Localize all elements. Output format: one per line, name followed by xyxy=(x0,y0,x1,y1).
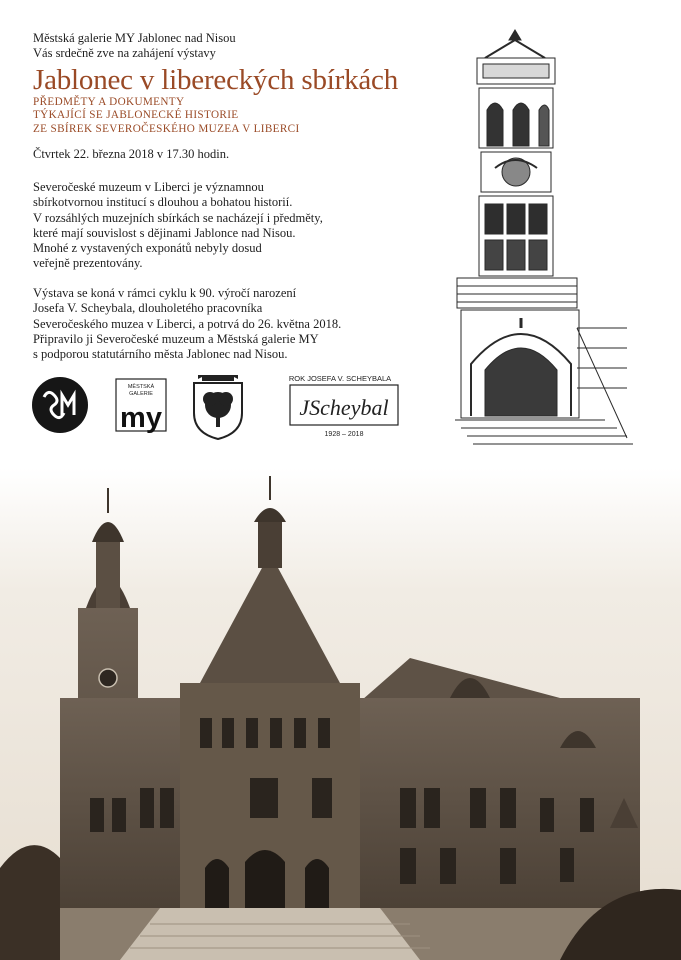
paragraph-line: Výstava se koná v rámci cyklu k 90. výročí narození xyxy=(33,286,297,300)
partner-logos xyxy=(30,369,410,441)
paragraph-line: sbírkotvornou institucí s dlouhou a bohatou historií. xyxy=(33,195,293,210)
exhibition-subtitle xyxy=(33,96,300,136)
paragraph-line: které mají souvislost s dějinami Jablonce nad Nisou. xyxy=(33,225,296,240)
svg-text:GALERIE: GALERIE xyxy=(129,391,153,397)
exhibition-info-paragraph xyxy=(33,286,341,362)
gallery-my-logo xyxy=(116,379,166,434)
invitation-intro xyxy=(33,31,236,61)
subtitle-line: ZE SBÍREK SEVEROČESKÉHO MUZEA V LIBERCI xyxy=(33,122,300,135)
paragraph-line: Severočeské muzeum v Liberci je významnou xyxy=(33,180,264,194)
invitation-line: Vás srdečně zve na zahájení výstavy xyxy=(33,46,216,60)
opening-date: Čtvrtek 22. března 2018 v 17.30 hodin. xyxy=(33,147,230,161)
paragraph-line: s podporou statutárního města Jablonec nad Nisou. xyxy=(33,347,288,362)
museum-building-photo xyxy=(0,468,681,960)
gallery-name: Městská galerie MY Jablonec nad Nisou xyxy=(33,31,236,45)
description-paragraph xyxy=(33,180,323,272)
paragraph-line: Připravilo ji Severočeské muzeum a Městská galerie MY xyxy=(33,331,319,346)
svg-text:1928 – 2018: 1928 – 2018 xyxy=(324,431,364,438)
paragraph-line: Severočeského muzea v Liberci, a potrvá do 26. května 2018. xyxy=(33,316,342,331)
subtitle-line: PŘEDMĚTY A DOKUMENTY xyxy=(33,96,185,108)
paragraph-line: Mnohé z vystavených exponátů nebyly dosud xyxy=(33,241,262,256)
svg-text:my: my xyxy=(120,402,162,434)
exhibition-title: Jablonec v libereckých sbírkách xyxy=(33,64,399,96)
paragraph-line: veřejně prezentovány. xyxy=(33,256,143,271)
tower-engraving-illustration xyxy=(455,28,635,448)
museum-logo xyxy=(32,377,88,433)
paragraph-line: V rozsáhlých muzejních sbírkách se nacházejí i předměty, xyxy=(33,210,323,225)
paragraph-line: Josefa V. Scheybala, dlouholetého pracovníka xyxy=(33,301,263,316)
scheybal-anniversary-logo xyxy=(289,374,398,438)
svg-text:ROK JOSEFA V. SCHEYBALA: ROK JOSEFA V. SCHEYBALA xyxy=(288,374,392,383)
city-coat-of-arms-icon xyxy=(194,375,242,439)
svg-text:MĚSTSKÁ: MĚSTSKÁ xyxy=(127,384,155,390)
svg-text:JScheybal: JScheybal xyxy=(299,395,389,420)
subtitle-line: TÝKAJÍCÍ SE JABLONECKÉ HISTORIE xyxy=(33,109,239,122)
